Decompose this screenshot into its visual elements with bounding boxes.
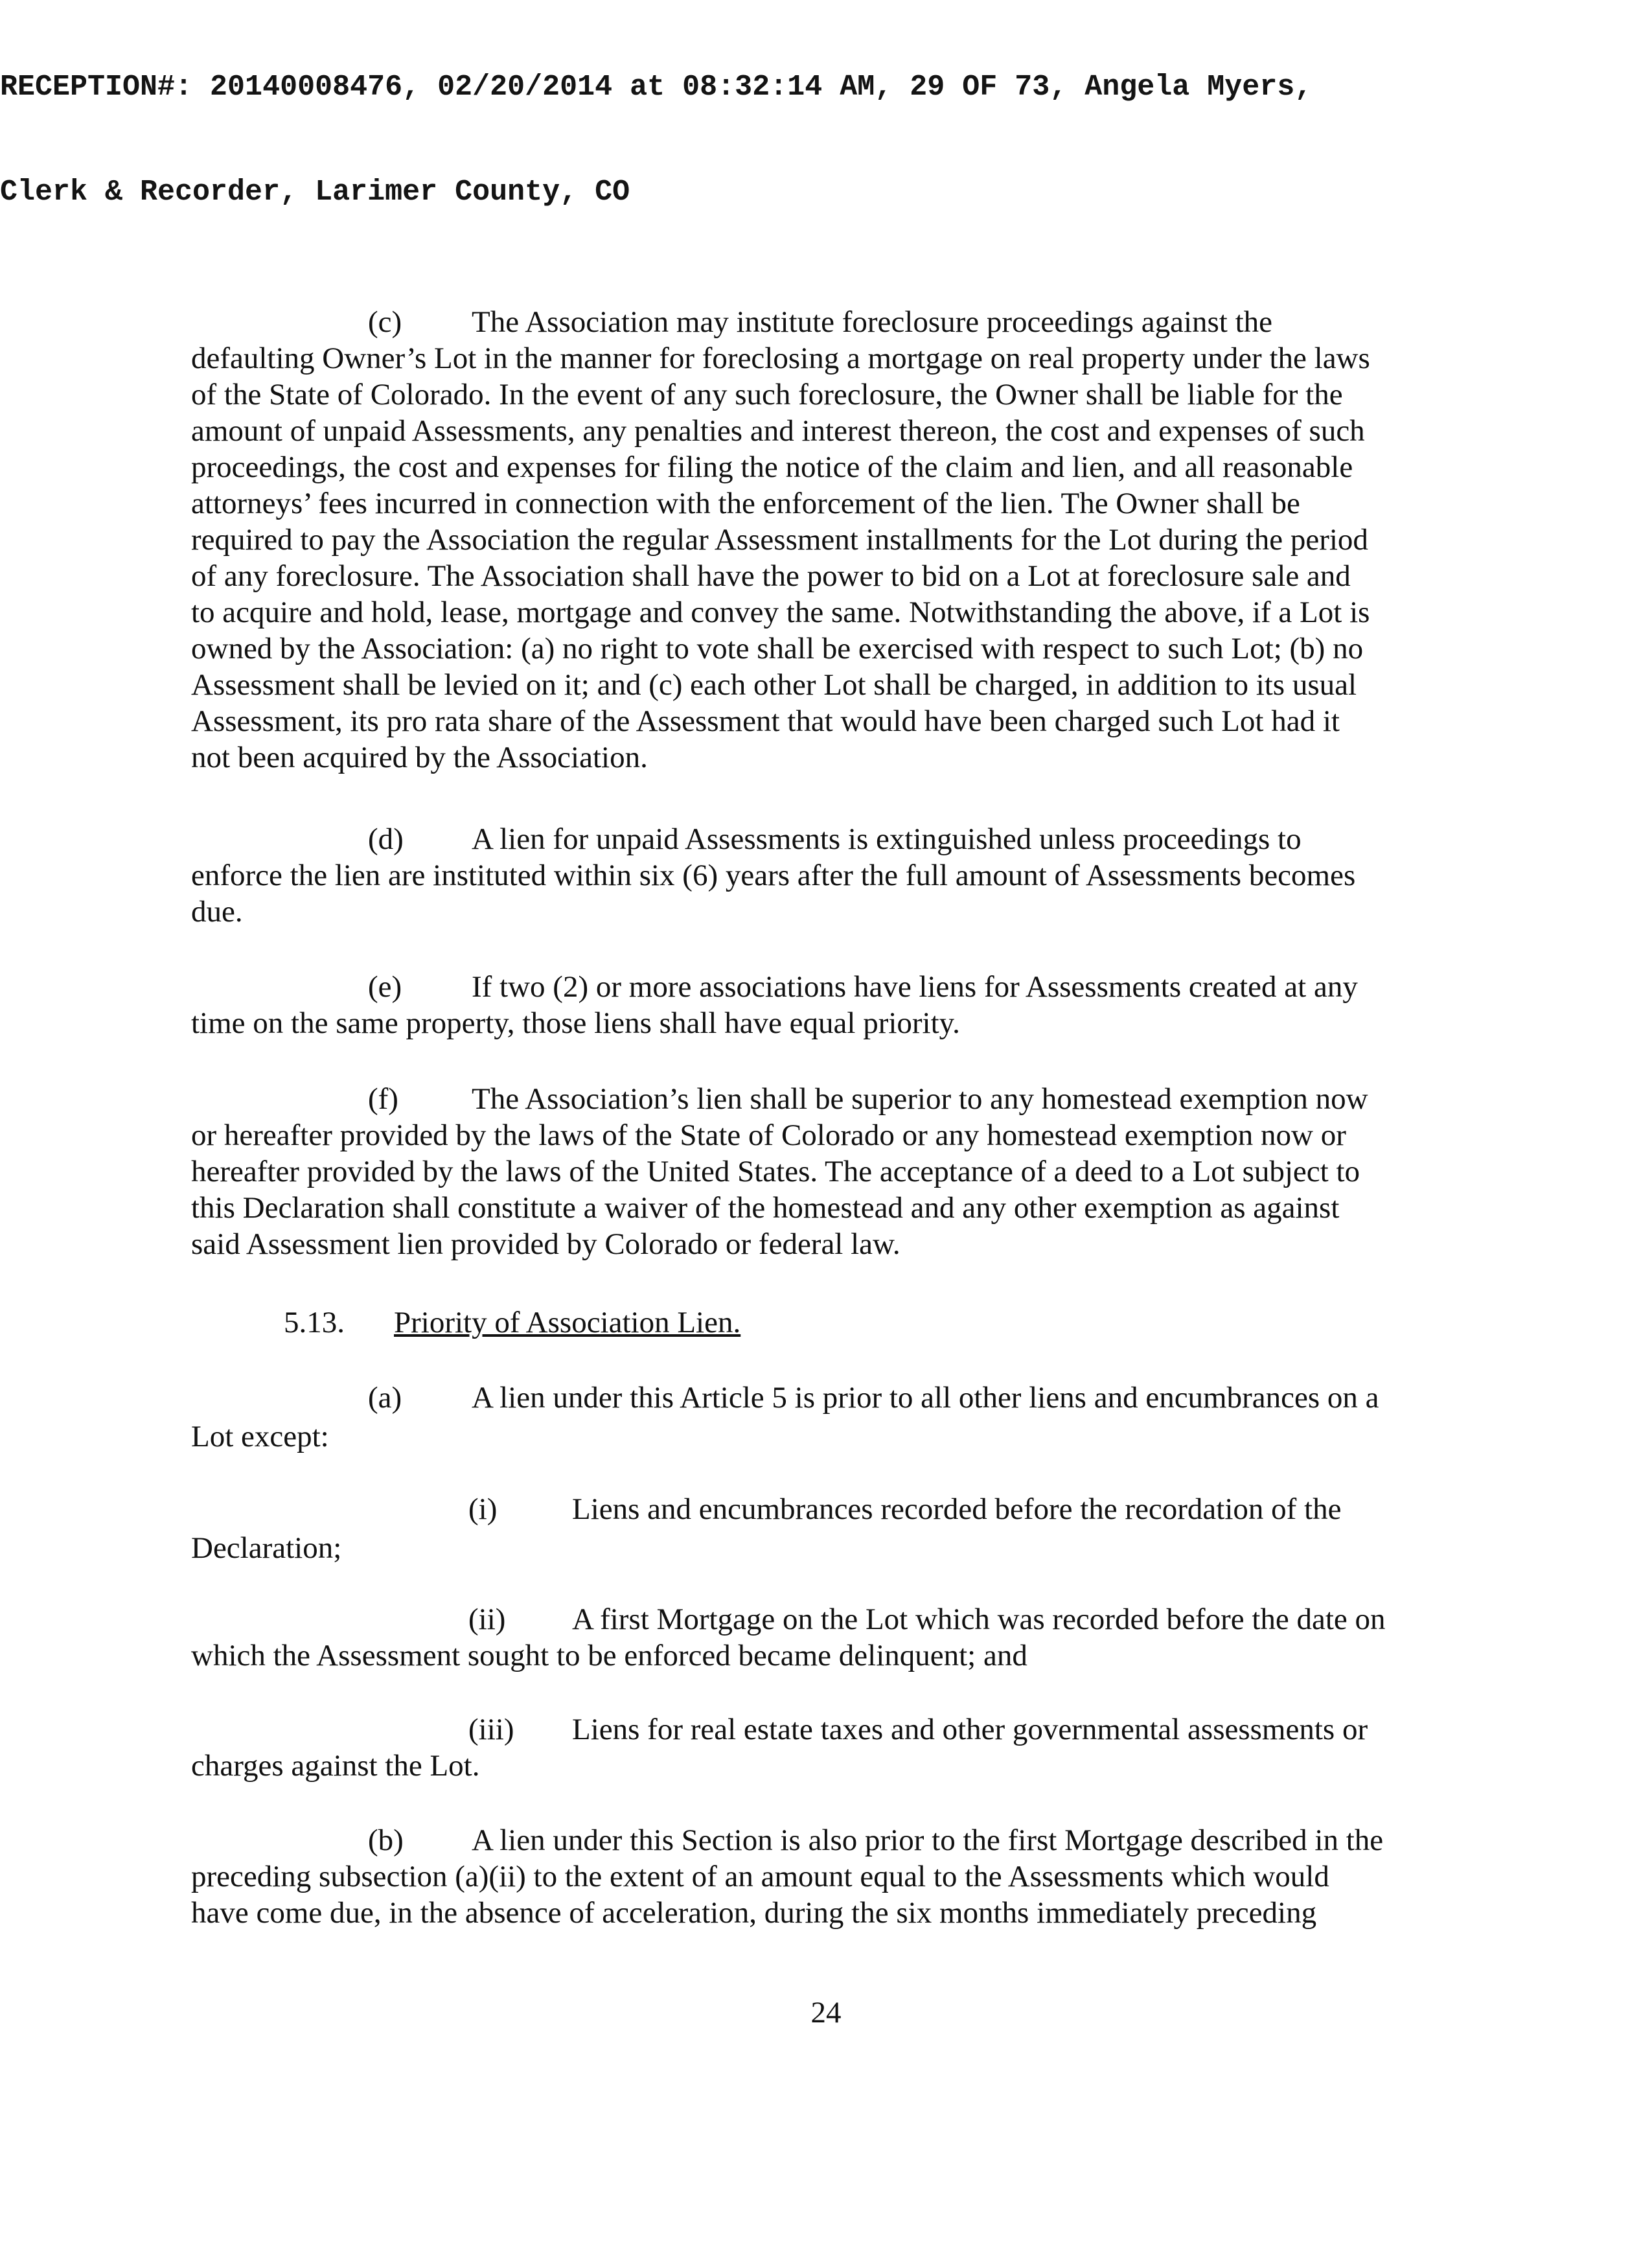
paragraph-line: attorneys’ fees incurred in connection with the enforcement of the lien. The Owner shall be [191, 487, 1300, 520]
paragraph-label: (f) [368, 1082, 398, 1116]
paragraph-line: enforce the lien are instituted within six (6) years after the full amount of Assessments becomes [191, 859, 1356, 892]
paragraph-line: required to pay the Association the regular Assessment installments for the Lot during the period [191, 523, 1368, 557]
paragraph-line: of any foreclosure. The Association shall have the power to bid on a Lot at foreclosure sale and [191, 559, 1351, 593]
paragraph-line: defaulting Owner’s Lot in the manner for foreclosing a mortgage on real property under the laws [191, 341, 1370, 375]
paragraph-e [191, 969, 1448, 1041]
page-number: 24 [810, 1996, 842, 2030]
recording-stamp-line-2: Clerk & Recorder, Larimer County, CO [0, 176, 630, 209]
section-number: 5.13. [284, 1306, 345, 1339]
priority-paragraph-a [191, 1380, 1448, 1455]
paragraph-label: (a) [368, 1381, 402, 1415]
paragraph-line: owned by the Association: (a) no right to vote shall be exercised with respect to such Lot; (b) no [191, 632, 1364, 665]
paragraph-f [191, 1081, 1448, 1262]
paragraph-line: hereafter provided by the laws of the United States. The acceptance of a deed to a Lot subject to [191, 1155, 1360, 1188]
paragraph-line: have come due, in the absence of acceleration, during the six months immediately preceding [191, 1896, 1317, 1930]
paragraph-line: or hereafter provided by the laws of the State of Colorado or any homestead exemption now or [191, 1118, 1346, 1152]
section-heading [191, 1304, 1448, 1341]
paragraph-label: (b) [368, 1823, 404, 1857]
priority-paragraph-b [191, 1822, 1448, 1931]
paragraph-line: Declaration; [191, 1531, 342, 1565]
paragraph-c [191, 304, 1448, 776]
priority-item-ii [191, 1601, 1448, 1674]
paragraph-line: The Association’s lien shall be superior to any homestead exemption now [472, 1082, 1368, 1116]
paragraph-line: Liens for real estate taxes and other governmental assessments or [572, 1713, 1368, 1746]
paragraph-line: The Association may institute foreclosure proceedings against the [472, 305, 1273, 339]
paragraph-line: Assessment, its pro rata share of the Assessment that would have been charged such Lot had it [191, 704, 1340, 738]
priority-item-i [191, 1491, 1448, 1566]
section-title: Priority of Association Lien. [394, 1306, 741, 1339]
paragraph-line: A lien under this Article 5 is prior to all other liens and encumbrances on a [472, 1381, 1379, 1415]
paragraph-line: due. [191, 895, 243, 929]
paragraph-line: A first Mortgage on the Lot which was recorded before the date on [572, 1602, 1386, 1636]
paragraph-d [191, 821, 1448, 930]
paragraph-line: preceding subsection (a)(ii) to the extent of an amount equal to the Assessments which would [191, 1860, 1329, 1893]
paragraph-label: (ii) [468, 1602, 506, 1636]
paragraph-line: A lien for unpaid Assessments is extinguished unless proceedings to [472, 822, 1302, 856]
paragraph-line: Liens and encumbrances recorded before the recordation of the [572, 1492, 1342, 1526]
paragraph-line: A lien under this Section is also prior to the first Mortgage described in the [472, 1823, 1384, 1857]
paragraph-label: (d) [368, 822, 404, 856]
paragraph-line: charges against the Lot. [191, 1749, 480, 1783]
paragraph-line: amount of unpaid Assessments, any penalties and interest thereon, the cost and expenses of such [191, 414, 1365, 448]
paragraph-line: If two (2) or more associations have liens for Assessments created at any [472, 970, 1358, 1004]
paragraph-line: proceedings, the cost and expenses for filing the notice of the claim and lien, and all reasonable [191, 450, 1353, 484]
recording-stamp-line-1: RECEPTION#: 20140008476, 02/20/2014 at 08:32:14 AM, 29 OF 73, Angela Myers, [0, 71, 1313, 104]
paragraph-line: of the State of Colorado. In the event of any such foreclosure, the Owner shall be liable for the [191, 378, 1343, 411]
paragraph-line: said Assessment lien provided by Colorado or federal law. [191, 1227, 901, 1261]
paragraph-line: Assessment shall be levied on it; and (c) each other Lot shall be charged, in addition to its usual [191, 668, 1357, 702]
paragraph-line: this Declaration shall constitute a waiver of the homestead and any other exemption as against [191, 1191, 1340, 1225]
paragraph-line: time on the same property, those liens shall have equal priority. [191, 1006, 960, 1040]
paragraph-line: which the Assessment sought to be enforced became delinquent; and [191, 1639, 1027, 1672]
priority-item-iii [191, 1711, 1448, 1784]
paragraph-line: not been acquired by the Association. [191, 741, 648, 774]
paragraph-line: Lot except: [191, 1420, 329, 1453]
paragraph-label: (e) [368, 970, 402, 1004]
paragraph-label: (i) [468, 1492, 498, 1526]
paragraph-label: (iii) [468, 1713, 514, 1746]
paragraph-line: to acquire and hold, lease, mortgage and convey the same. Notwithstanding the above, if a Lot is [191, 596, 1370, 629]
paragraph-label: (c) [368, 305, 402, 339]
